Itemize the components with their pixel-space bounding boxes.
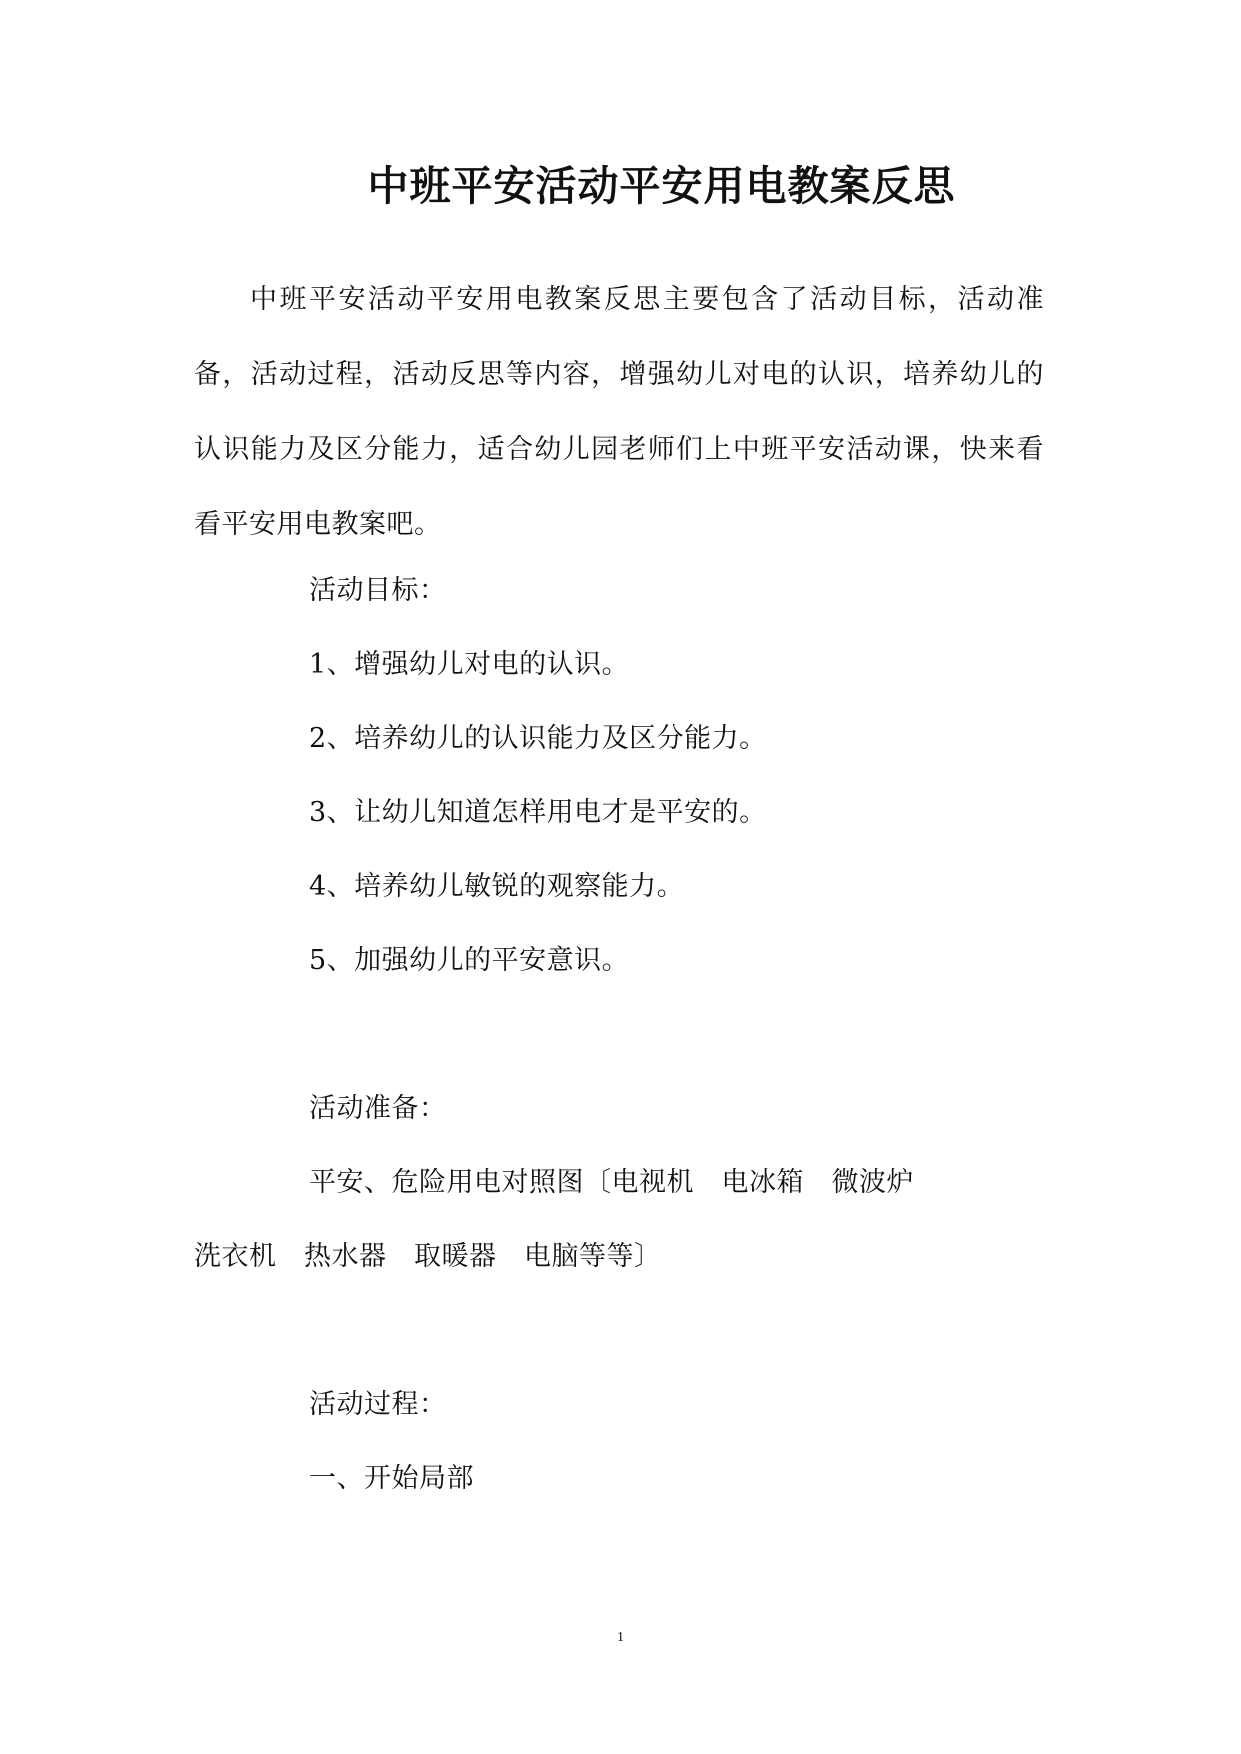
page-number: 1 bbox=[617, 1630, 624, 1645]
intro-paragraph: 中班平安活动平安用电教案反思主要包含了活动目标，活动准备，活动过程，活动反思等内容，增强幼儿对电的认识，培养幼儿的认识能力及区分能力，适合幼儿园老师们上中班平安活动课，快来看看平安用电教案吧。 bbox=[194, 284, 1044, 540]
preparation-line: 洗衣机 热水器 取暖器 电脑等等〕 bbox=[194, 1241, 662, 1272]
goal-item: 1、增强幼儿对电的认识。 bbox=[309, 649, 630, 680]
goal-item: 5、加强幼儿的平安意识。 bbox=[309, 945, 630, 976]
document-title: 中班平安活动平安用电教案反思 bbox=[367, 162, 956, 210]
goal-item: 2、培养幼儿的认识能力及区分能力。 bbox=[309, 723, 767, 754]
preparation-heading: 活动准备： bbox=[309, 1093, 447, 1124]
goals-heading: 活动目标： bbox=[309, 575, 447, 606]
goal-item: 3、让幼儿知道怎样用电才是平安的。 bbox=[309, 797, 767, 828]
goal-item: 4、培养幼儿敏锐的观察能力。 bbox=[309, 871, 685, 902]
process-section-title: 一、开始局部 bbox=[309, 1463, 474, 1494]
preparation-line: 平安、危险用电对照图〔电视机 电冰箱 微波炉 bbox=[309, 1167, 914, 1198]
process-heading: 活动过程： bbox=[309, 1389, 447, 1420]
